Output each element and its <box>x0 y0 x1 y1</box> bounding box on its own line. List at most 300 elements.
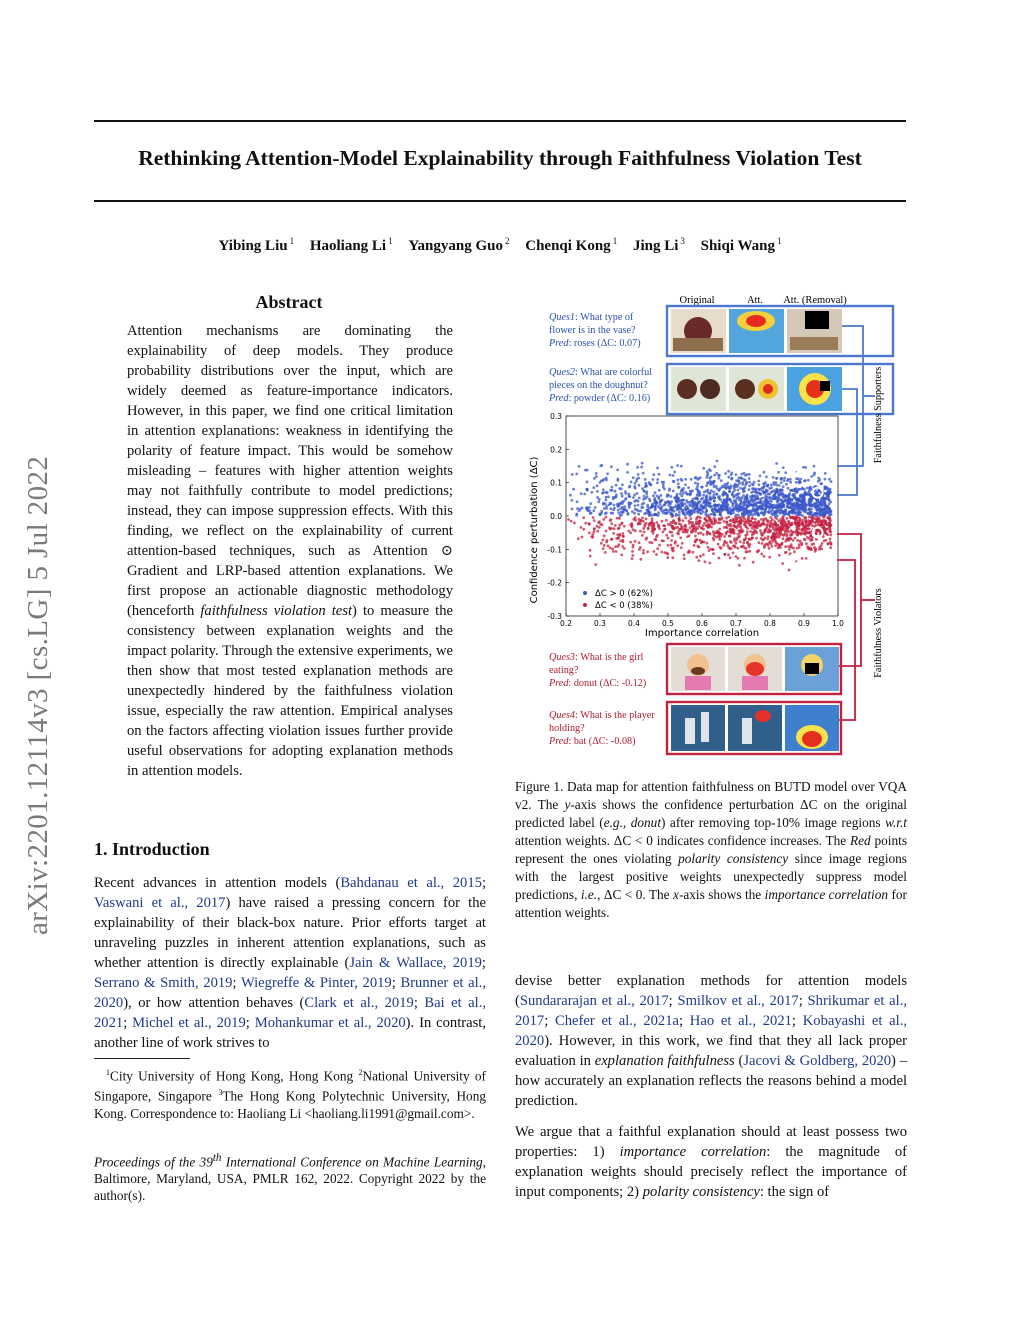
question-3-images <box>667 644 841 694</box>
data-point-positive <box>804 504 807 507</box>
data-point-positive <box>655 504 658 507</box>
data-point-negative <box>790 532 793 535</box>
data-point-negative <box>824 539 827 542</box>
citation-link[interactable]: Serrano & Smith, 2019 <box>94 975 233 991</box>
data-point-positive <box>626 471 629 474</box>
data-point-positive <box>800 496 803 499</box>
data-point-positive <box>628 485 631 488</box>
data-point-positive <box>606 491 609 494</box>
data-point-positive <box>741 481 744 484</box>
data-point-positive <box>666 493 669 496</box>
data-point-negative <box>612 532 615 535</box>
data-point-positive <box>702 506 705 509</box>
y-tick-label: 0.3 <box>550 412 562 421</box>
legend-label: ΔC > 0 (62%) <box>595 589 653 599</box>
data-point-positive <box>713 497 716 500</box>
data-point-negative <box>670 544 673 547</box>
data-point-positive <box>682 492 685 495</box>
data-point-positive <box>599 514 602 517</box>
data-point-negative <box>823 516 826 519</box>
y-tick-label: 0.0 <box>550 512 562 521</box>
data-point-positive <box>807 479 810 482</box>
data-point-positive <box>789 489 792 492</box>
data-point-positive <box>799 481 802 484</box>
data-point-negative <box>663 551 666 554</box>
data-point-positive <box>782 496 785 499</box>
data-point-negative <box>658 544 661 547</box>
data-point-positive <box>657 514 660 517</box>
data-point-negative <box>588 532 591 535</box>
data-point-positive <box>638 497 641 500</box>
citation-link[interactable]: Bai et al., 2021 <box>94 995 486 1031</box>
data-point-negative <box>805 557 808 560</box>
data-point-negative <box>717 532 720 535</box>
data-point-negative <box>577 537 580 540</box>
data-point-positive <box>633 494 636 497</box>
data-point-positive <box>718 497 721 500</box>
data-point-positive <box>609 489 612 492</box>
data-point-positive <box>698 492 701 495</box>
data-point-negative <box>598 526 601 529</box>
data-point-positive <box>745 495 748 498</box>
data-point-negative <box>756 550 759 553</box>
data-point-negative <box>790 543 793 546</box>
data-point-negative <box>824 532 827 535</box>
data-point-positive <box>610 465 613 468</box>
data-point-positive <box>780 506 783 509</box>
data-point-positive <box>719 508 722 511</box>
data-point-positive <box>676 508 679 511</box>
data-point-negative <box>698 546 701 549</box>
data-point-positive <box>657 511 660 514</box>
data-point-negative <box>739 540 742 543</box>
data-point-positive <box>702 494 705 497</box>
citation-link[interactable]: Shrikumar et al., 2017 <box>515 993 908 1029</box>
data-point-negative <box>693 544 696 547</box>
data-point-negative <box>758 541 761 544</box>
svg-text:flower is in the vase?: flower is in the vase? <box>549 325 636 336</box>
data-point-positive <box>748 481 751 484</box>
data-point-positive <box>667 501 670 504</box>
data-point-negative <box>736 547 739 550</box>
data-point-positive <box>806 487 809 490</box>
data-point-positive <box>763 471 766 474</box>
data-point-negative <box>688 534 691 537</box>
data-point-positive <box>765 489 768 492</box>
data-point-positive <box>737 480 740 483</box>
question-4-images <box>667 702 841 754</box>
data-point-negative <box>748 538 751 541</box>
data-point-positive <box>697 502 700 505</box>
data-point-negative <box>694 528 697 531</box>
data-point-negative <box>617 543 620 546</box>
data-point-positive <box>644 478 647 481</box>
data-point-negative <box>780 518 783 521</box>
data-point-positive <box>680 495 683 498</box>
data-point-negative <box>712 538 715 541</box>
data-point-negative <box>589 549 592 552</box>
data-point-positive <box>628 493 631 496</box>
data-point-positive <box>586 489 589 492</box>
data-point-negative <box>748 546 751 549</box>
data-point-negative <box>782 524 785 527</box>
data-point-negative <box>630 522 633 525</box>
svg-text:Ques3: What is the girl: Ques3: What is the girl <box>549 652 644 663</box>
data-point-positive <box>775 462 778 465</box>
data-point-positive <box>735 502 738 505</box>
data-point-negative <box>790 546 793 549</box>
data-point-positive <box>775 511 778 514</box>
data-point-negative <box>584 522 587 525</box>
data-point-negative <box>746 533 749 536</box>
data-point-positive <box>765 476 768 479</box>
data-point-negative <box>829 529 832 532</box>
data-point-positive <box>735 514 738 517</box>
data-point-positive <box>721 508 724 511</box>
data-point-negative <box>751 533 754 536</box>
data-point-negative <box>772 527 775 530</box>
data-point-positive <box>713 474 716 477</box>
data-point-negative <box>653 528 656 531</box>
data-point-positive <box>737 510 740 513</box>
data-point-positive <box>741 512 744 515</box>
data-point-negative <box>822 527 825 530</box>
data-point-negative <box>826 516 829 519</box>
data-point-positive <box>810 500 813 503</box>
data-point-positive <box>672 474 675 477</box>
citation-link[interactable]: Sundararajan et al., 2017 <box>519 993 669 1009</box>
data-point-positive <box>763 492 766 495</box>
data-point-positive <box>687 486 690 489</box>
data-point-negative <box>754 518 757 521</box>
data-point-positive <box>621 495 624 498</box>
data-point-negative <box>700 542 703 545</box>
data-point-positive <box>614 490 617 493</box>
data-point-negative <box>671 547 674 550</box>
data-point-negative <box>573 522 576 525</box>
data-point-positive <box>709 469 712 472</box>
data-point-positive <box>777 500 780 503</box>
data-point-positive <box>641 462 644 465</box>
data-point-positive <box>571 473 574 476</box>
column-header: Att. <box>746 295 764 306</box>
data-point-positive <box>658 473 661 476</box>
citation-link[interactable]: Wiegreffe & Pinter, 2019 <box>240 975 392 991</box>
data-point-negative <box>712 552 715 555</box>
data-point-negative <box>667 523 670 526</box>
citation-link[interactable]: Smilkov et al., 2017 <box>677 993 799 1009</box>
data-point-positive <box>684 491 687 494</box>
citation-link[interactable]: Vaswani et al., 2017 <box>94 895 226 911</box>
data-point-negative <box>680 546 683 549</box>
data-point-positive <box>601 492 604 495</box>
citation-link[interactable]: Brunner et al., 2020 <box>94 975 486 1011</box>
data-point-positive <box>612 508 615 511</box>
data-point-negative <box>614 524 617 527</box>
data-point-positive <box>787 487 790 490</box>
data-point-negative <box>779 543 782 546</box>
data-point-negative <box>727 516 730 519</box>
data-point-positive <box>824 504 827 507</box>
abstract-heading: Abstract <box>255 292 323 312</box>
data-point-negative <box>648 541 651 544</box>
data-point-negative <box>689 517 692 520</box>
data-point-positive <box>784 471 787 474</box>
data-point-negative <box>643 523 646 526</box>
citation-link[interactable]: Jacovi & Goldberg, 2020 <box>743 1053 892 1069</box>
data-point-positive <box>803 479 806 482</box>
data-point-positive <box>743 500 746 503</box>
data-point-positive <box>615 484 618 487</box>
data-point-negative <box>648 523 651 526</box>
data-point-positive <box>730 484 733 487</box>
data-point-positive <box>722 490 725 493</box>
data-point-negative <box>708 524 711 527</box>
data-point-negative <box>699 539 702 542</box>
data-point-negative <box>664 528 667 531</box>
citation-link[interactable]: Hao et al., 2021 <box>689 1013 792 1029</box>
data-point-negative <box>582 516 585 519</box>
data-point-positive <box>824 478 827 481</box>
data-point-positive <box>774 493 777 496</box>
data-point-negative <box>795 526 798 529</box>
data-point-negative <box>691 551 694 554</box>
data-point-negative <box>794 522 797 525</box>
data-point-negative <box>608 526 611 529</box>
data-point-positive <box>804 466 807 469</box>
data-point-positive <box>611 512 614 515</box>
y-axis-label: Confidence perturbation (ΔC) <box>529 456 540 604</box>
data-point-positive <box>590 491 593 494</box>
data-point-positive <box>628 503 631 506</box>
data-point-positive <box>766 484 769 487</box>
data-point-positive <box>696 504 699 507</box>
data-point-negative <box>674 522 677 525</box>
data-point-positive <box>824 472 827 475</box>
data-point-negative <box>745 551 748 554</box>
data-point-negative <box>670 521 673 524</box>
data-point-negative <box>755 526 758 529</box>
data-point-positive <box>736 507 739 510</box>
data-point-negative <box>784 527 787 530</box>
data-point-negative <box>829 534 832 537</box>
data-point-positive <box>775 477 778 480</box>
data-point-negative <box>634 540 637 543</box>
citation-link[interactable]: Michel et al., 2019 <box>132 1015 246 1031</box>
data-point-positive <box>739 487 742 490</box>
data-point-positive <box>766 505 769 508</box>
data-point-positive <box>774 490 777 493</box>
data-point-negative <box>760 553 763 556</box>
data-point-negative <box>797 532 800 535</box>
data-point-negative <box>735 542 738 545</box>
data-point-positive <box>571 508 574 511</box>
data-point-negative <box>808 527 811 530</box>
data-point-negative <box>735 539 738 542</box>
data-point-positive <box>598 498 601 501</box>
data-point-positive <box>823 497 826 500</box>
data-point-positive <box>748 488 751 491</box>
data-point-negative <box>830 542 833 545</box>
data-point-negative <box>580 526 583 529</box>
citation-link[interactable]: Clark et al., 2019 <box>304 995 414 1011</box>
x-tick-label: 0.4 <box>628 619 640 628</box>
data-point-positive <box>575 514 578 517</box>
data-point-negative <box>805 542 808 545</box>
data-point-positive <box>777 471 780 474</box>
data-point-negative <box>623 525 626 528</box>
data-point-negative <box>582 528 585 531</box>
data-point-positive <box>752 495 755 498</box>
data-point-positive <box>720 504 723 507</box>
data-point-positive <box>727 476 730 479</box>
data-point-negative <box>713 534 716 537</box>
top-rule <box>94 120 906 122</box>
data-point-negative <box>824 520 827 523</box>
data-point-negative <box>646 550 649 553</box>
data-point-positive <box>783 511 786 514</box>
data-point-positive <box>713 500 716 503</box>
data-point-negative <box>798 543 801 546</box>
data-point-positive <box>695 507 698 510</box>
data-point-negative <box>755 537 758 540</box>
data-point-positive <box>753 481 756 484</box>
data-point-negative <box>746 527 749 530</box>
data-point-positive <box>770 484 773 487</box>
data-point-negative <box>694 535 697 538</box>
data-point-negative <box>647 527 650 530</box>
data-point-negative <box>614 545 617 548</box>
data-point-positive <box>605 507 608 510</box>
data-point-negative <box>642 520 645 523</box>
data-point-positive <box>808 494 811 497</box>
data-point-negative <box>761 542 764 545</box>
data-point-negative <box>720 547 723 550</box>
data-point-positive <box>697 494 700 497</box>
data-point-negative <box>812 543 815 546</box>
citation-link[interactable]: Jain & Wallace, 2019 <box>349 955 482 971</box>
data-point-positive <box>576 500 579 503</box>
data-point-negative <box>603 544 606 547</box>
data-point-negative <box>632 518 635 521</box>
data-point-negative <box>752 561 755 564</box>
data-point-positive <box>828 502 831 505</box>
data-point-positive <box>656 467 659 470</box>
citation-link[interactable]: Kobayashi et al., 2020 <box>515 1013 908 1049</box>
data-point-negative <box>779 534 782 537</box>
data-point-negative <box>734 525 737 528</box>
data-point-negative <box>707 546 710 549</box>
data-point-negative <box>673 528 676 531</box>
data-point-negative <box>642 552 645 555</box>
data-point-negative <box>631 550 634 553</box>
data-point-negative <box>632 528 635 531</box>
citation-link[interactable]: Chefer et al., 2021a <box>555 1013 679 1029</box>
data-point-negative <box>746 521 749 524</box>
data-point-negative <box>706 515 709 518</box>
data-point-negative <box>740 546 743 549</box>
data-point-negative <box>611 548 614 551</box>
data-point-positive <box>752 500 755 503</box>
data-point-positive <box>716 460 719 463</box>
data-point-positive <box>772 481 775 484</box>
data-point-positive <box>710 489 713 492</box>
data-point-positive <box>596 484 599 487</box>
data-point-negative <box>725 532 728 535</box>
data-point-negative <box>651 530 654 533</box>
data-point-negative <box>676 526 679 529</box>
data-point-negative <box>771 545 774 548</box>
data-point-positive <box>679 507 682 510</box>
data-point-negative <box>613 527 616 530</box>
data-point-negative <box>665 519 668 522</box>
data-point-positive <box>801 514 804 517</box>
citation-link[interactable]: Bahdanau et al., 2015 <box>340 875 482 891</box>
data-point-positive <box>677 486 680 489</box>
y-tick-label: 0.1 <box>550 478 562 488</box>
data-point-negative <box>695 518 698 521</box>
data-point-negative <box>786 517 789 520</box>
data-point-positive <box>715 493 718 496</box>
data-point-negative <box>737 525 740 528</box>
data-point-positive <box>736 493 739 496</box>
data-point-positive <box>706 504 709 507</box>
data-point-negative <box>742 541 745 544</box>
data-point-negative <box>605 541 608 544</box>
data-point-positive <box>755 491 758 494</box>
data-point-negative <box>658 527 661 530</box>
y-tick-label: -0.2 <box>547 578 562 588</box>
data-point-negative <box>642 549 645 552</box>
data-point-positive <box>581 507 584 510</box>
data-point-positive <box>634 504 637 507</box>
svg-text:pieces on the doughnut?: pieces on the doughnut? <box>549 380 648 391</box>
data-point-negative <box>787 530 790 533</box>
data-point-negative <box>775 536 778 539</box>
data-point-negative <box>803 529 806 532</box>
data-point-negative <box>805 521 808 524</box>
x-tick-label: 0.8 <box>764 619 776 628</box>
data-point-positive <box>643 495 646 498</box>
data-point-negative <box>743 523 746 526</box>
data-point-positive <box>729 498 732 501</box>
data-point-positive <box>637 513 640 516</box>
data-point-positive <box>768 508 771 511</box>
data-point-negative <box>709 533 712 536</box>
data-point-negative <box>732 552 735 555</box>
data-point-negative <box>814 550 817 553</box>
data-point-negative <box>791 523 794 526</box>
data-point-positive <box>706 482 709 485</box>
citation-link[interactable]: Mohankumar et al., 2020 <box>254 1015 406 1031</box>
data-point-negative <box>738 564 741 567</box>
data-point-negative <box>681 528 684 531</box>
data-point-negative <box>684 524 687 527</box>
data-point-negative <box>694 541 697 544</box>
data-point-positive <box>817 477 820 480</box>
data-point-positive <box>700 509 703 512</box>
data-point-negative <box>699 555 702 558</box>
violators-label: Faithfulness Violators <box>873 588 884 678</box>
data-point-negative <box>763 555 766 558</box>
data-point-negative <box>819 531 822 534</box>
data-point-positive <box>632 476 635 479</box>
data-point-negative <box>814 521 817 524</box>
data-point-positive <box>678 514 681 517</box>
data-point-positive <box>617 505 620 508</box>
data-point-negative <box>627 530 630 533</box>
data-point-negative <box>683 557 686 560</box>
